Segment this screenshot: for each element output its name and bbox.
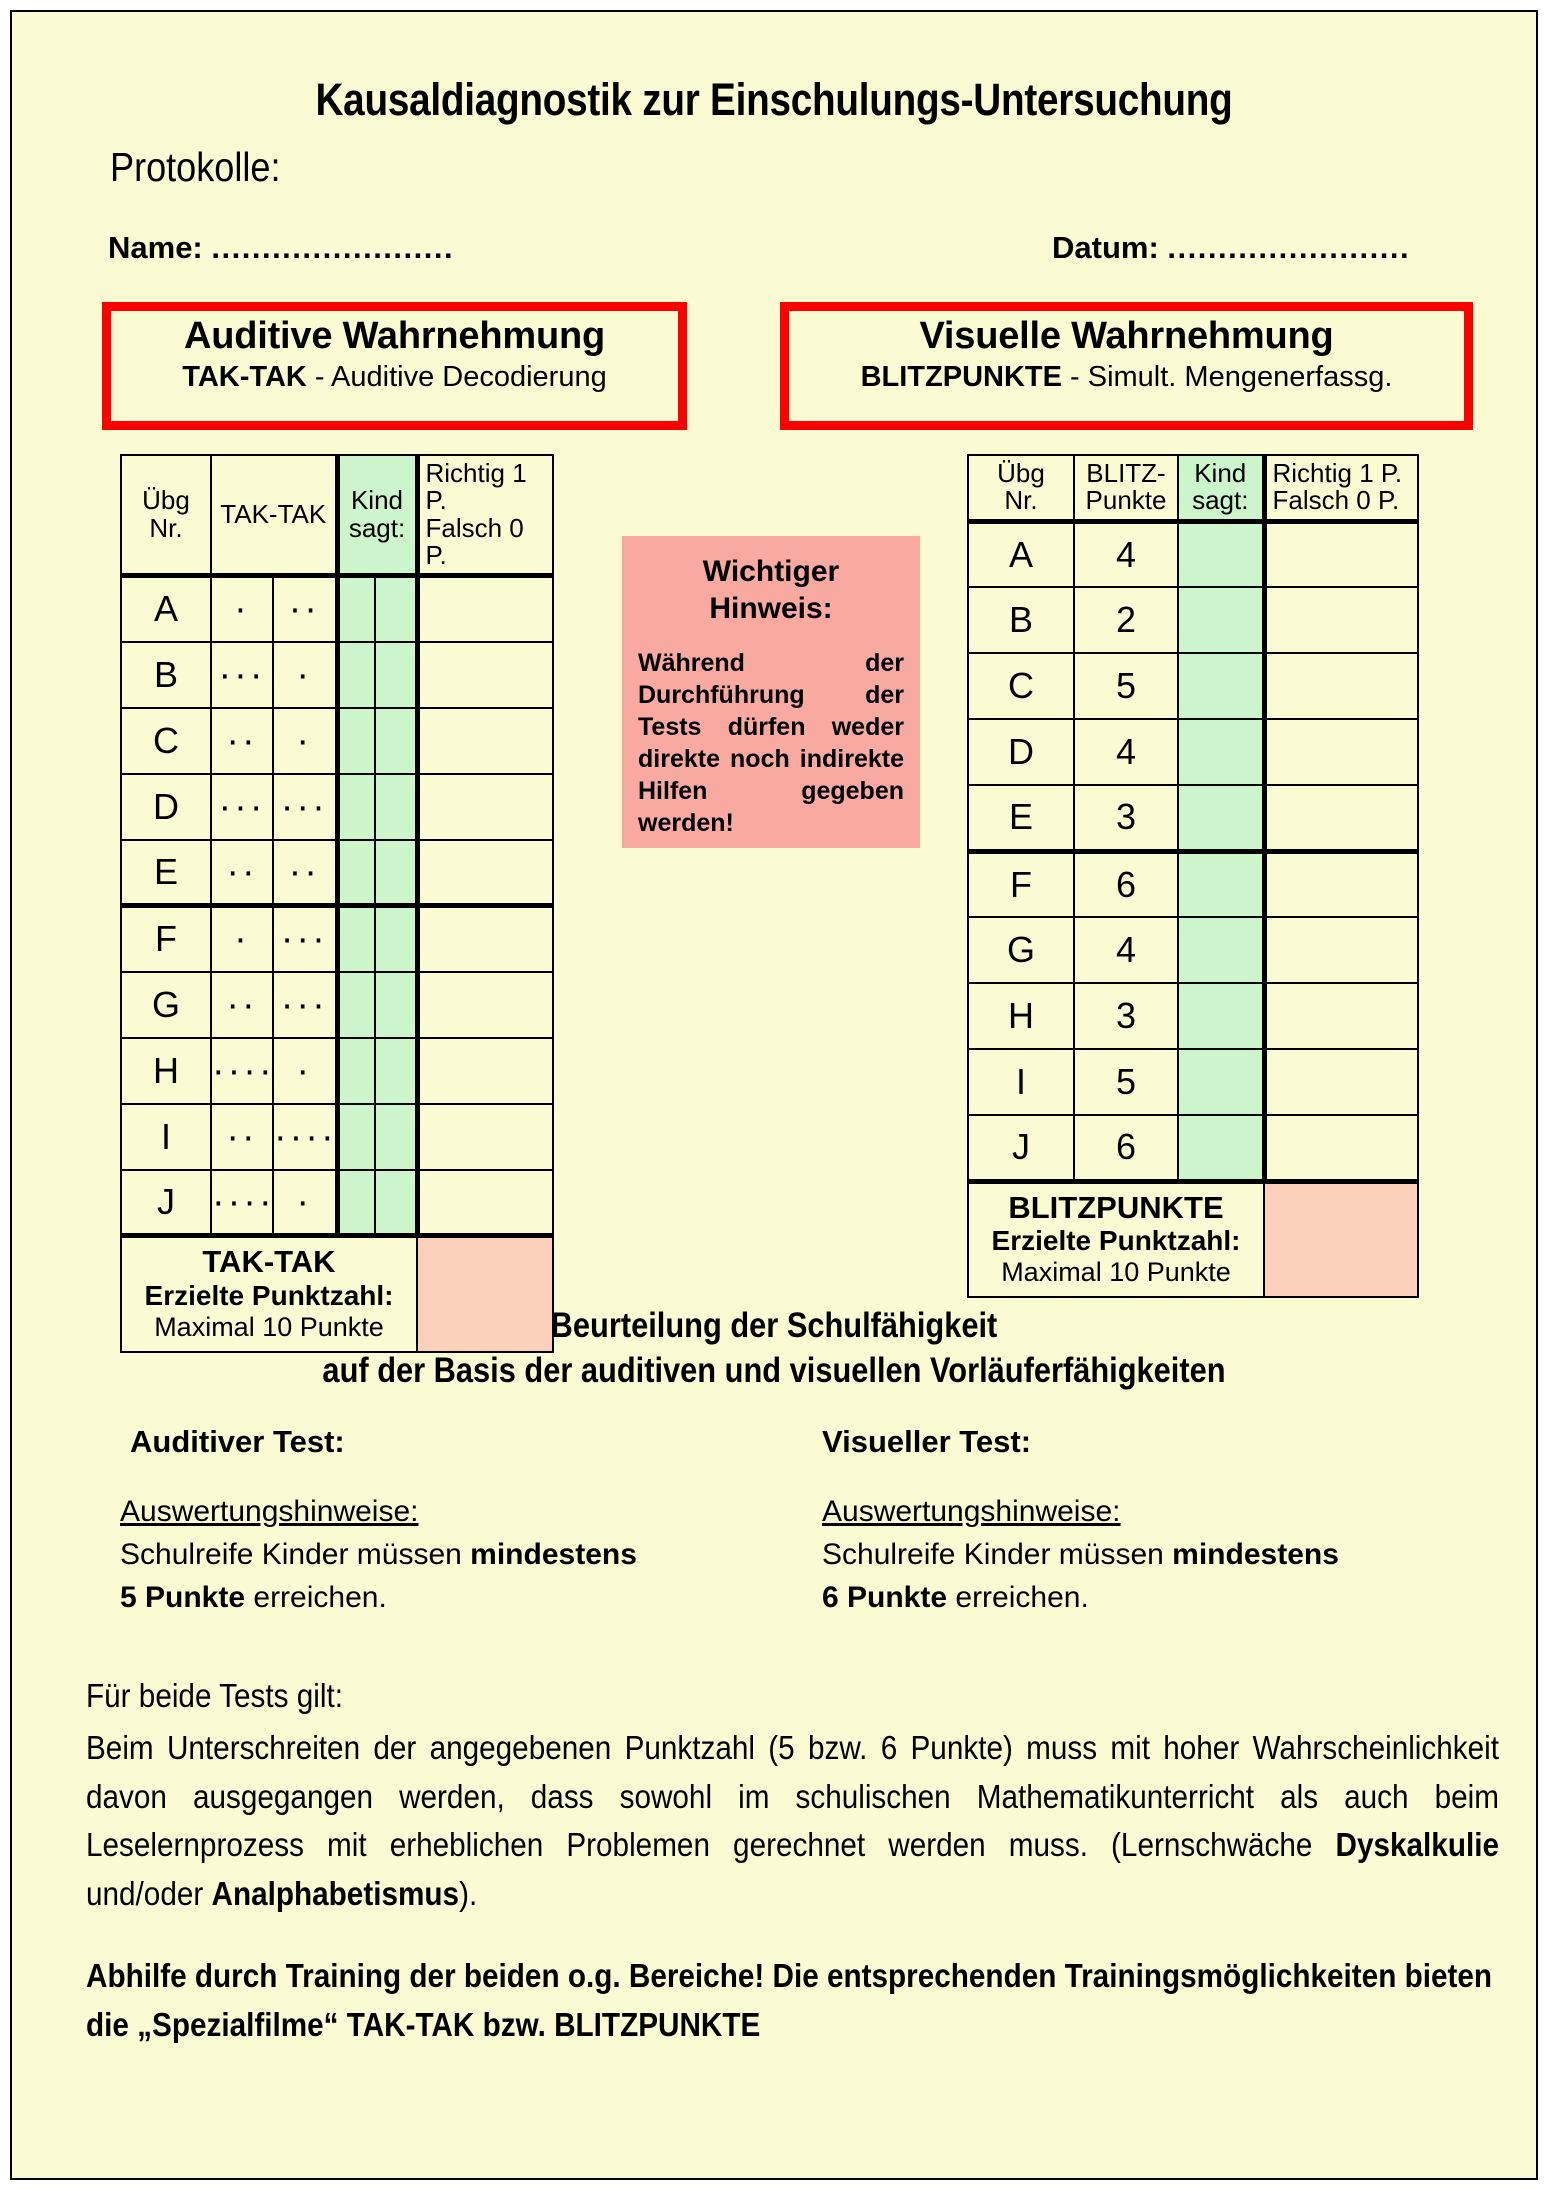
evaluation-heading xyxy=(103,1304,1444,1394)
header-child-says-line2: sagt: xyxy=(348,512,406,543)
table-row xyxy=(968,785,1418,851)
stimulus-right: · xyxy=(273,1038,337,1104)
page-title: Kausaldiagnostik zur Einschulungs-Untersuchung xyxy=(315,74,1233,125)
header-child-says-line2: sagt: xyxy=(1192,485,1249,516)
stimulus-right: ·· xyxy=(273,576,337,642)
table-header-row xyxy=(121,455,553,576)
auditory-notes-text-before: Schulreife Kinder müssen xyxy=(120,1538,471,1572)
header-exercise-nr-line2: Nr. xyxy=(149,512,183,543)
date-input-line[interactable]: ........................ xyxy=(1167,230,1411,265)
row-label: D xyxy=(121,774,211,840)
child-answer-right[interactable] xyxy=(375,642,417,708)
blitz-points-value: 3 xyxy=(1074,983,1178,1049)
table-header-row xyxy=(968,455,1418,521)
score-cell[interactable] xyxy=(417,906,553,972)
visual-protocol-table xyxy=(967,454,1419,1298)
stimulus-left: ·· xyxy=(211,1104,273,1170)
row-label: G xyxy=(968,917,1074,983)
header-exercise-nr-line1: Übg xyxy=(997,458,1045,488)
child-answer[interactable] xyxy=(1178,785,1264,851)
table-row xyxy=(121,1170,553,1236)
header-exercise-nr-line1: Übg xyxy=(142,485,190,516)
table-row xyxy=(121,1104,553,1170)
child-answer-left[interactable] xyxy=(337,840,375,906)
header-score-line1: Richtig 1 P. xyxy=(425,458,527,516)
row-label: H xyxy=(121,1038,211,1104)
header-exercise-nr-line2: Nr. xyxy=(1004,485,1038,516)
child-answer-right[interactable] xyxy=(375,774,417,840)
child-answer-left[interactable] xyxy=(337,642,375,708)
score-cell[interactable] xyxy=(1264,521,1418,587)
score-cell[interactable] xyxy=(1264,719,1418,785)
child-answer-left[interactable] xyxy=(337,774,375,840)
visual-summary-name: BLITZPUNKTE xyxy=(1008,1189,1224,1225)
auditory-table-body xyxy=(121,576,553,1236)
evaluation-heading-line1: Beurteilung der Schulfähigkeit xyxy=(550,1306,998,1345)
blitz-points-value: 4 xyxy=(1074,521,1178,587)
row-label: G xyxy=(121,972,211,1038)
stimulus-right: · xyxy=(273,708,337,774)
auditory-notes-bold2: 5 Punkte xyxy=(120,1581,246,1615)
row-label: A xyxy=(121,576,211,642)
row-label: F xyxy=(968,851,1074,917)
row-label: A xyxy=(968,521,1074,587)
table-row xyxy=(968,653,1418,719)
auditory-notes-text xyxy=(120,1533,760,1619)
both-tests-explanation xyxy=(86,1724,1499,1918)
row-label: D xyxy=(968,719,1074,785)
child-answer[interactable] xyxy=(1178,719,1264,785)
child-answer-left[interactable] xyxy=(337,1170,375,1236)
auditory-heading: Auditive Wahrnehmung xyxy=(183,315,606,357)
child-answer-left[interactable] xyxy=(337,1038,375,1104)
table-row xyxy=(121,906,553,972)
explanation-end: ). xyxy=(459,1874,478,1912)
visual-summary-note: Maximal 10 Punkte xyxy=(1001,1257,1231,1288)
row-label: E xyxy=(121,840,211,906)
stimulus-left: ···· xyxy=(211,1170,273,1236)
stimulus-right: · xyxy=(273,642,337,708)
table-row xyxy=(968,917,1418,983)
blitz-points-value: 6 xyxy=(1074,1115,1178,1181)
stimulus-left: · xyxy=(211,576,273,642)
score-cell[interactable] xyxy=(417,576,553,642)
child-answer-right[interactable] xyxy=(375,840,417,906)
score-cell[interactable] xyxy=(417,708,553,774)
stimulus-right: ··· xyxy=(273,906,337,972)
table-row xyxy=(121,972,553,1038)
notice-title-line2: Hinweis: xyxy=(709,591,833,625)
stimulus-left: · xyxy=(211,906,273,972)
header-exercise-nr xyxy=(968,455,1074,521)
visual-test-title: Visueller Test: xyxy=(822,1424,1032,1459)
header-score xyxy=(417,455,553,576)
visual-notes-bold1: mindestens xyxy=(1172,1538,1339,1572)
explanation-part1: Beim Unterschreiten der angegebenen Punktzahl (5 bzw. 6 Punkte) muss mit hoher Wahrscheinlichkeit davon ausgegangen werden, dass sowohl im schulischen Mathematikunterricht als auch beim Leselernprozess mit erheblichen Problemen gerechnet werden muss. (Lernschwäche xyxy=(86,1729,1499,1863)
stimulus-right: · xyxy=(273,1170,337,1236)
child-answer-right[interactable] xyxy=(375,906,417,972)
child-answer[interactable] xyxy=(1178,653,1264,719)
table-row xyxy=(968,1049,1418,1115)
both-tests-intro: Für beide Tests gilt: xyxy=(86,1677,343,1714)
score-cell[interactable] xyxy=(417,774,553,840)
auditory-section-header xyxy=(102,302,687,430)
visual-subheading-rest: - Simult. Mengenerfassg. xyxy=(1061,360,1393,393)
score-cell[interactable] xyxy=(417,840,553,906)
table-row xyxy=(121,576,553,642)
child-answer-left[interactable] xyxy=(337,576,375,642)
child-answer-right[interactable] xyxy=(375,708,417,774)
score-cell[interactable] xyxy=(1264,587,1418,653)
header-score-line2: Falsch 0 P. xyxy=(1272,485,1400,516)
child-answer[interactable] xyxy=(1178,851,1264,917)
blitz-points-value: 6 xyxy=(1074,851,1178,917)
important-notice-box xyxy=(622,536,920,848)
visual-table-footer-row xyxy=(968,1181,1418,1297)
blitz-points-value: 5 xyxy=(1074,1049,1178,1115)
table-row xyxy=(968,587,1418,653)
child-answer-left[interactable] xyxy=(337,906,375,972)
score-cell[interactable] xyxy=(1264,785,1418,851)
header-stimulus: TAK-TAK xyxy=(211,455,337,576)
row-label: E xyxy=(968,785,1074,851)
auditory-test-title: Auditiver Test: xyxy=(130,1424,345,1459)
stimulus-left: ·· xyxy=(211,708,273,774)
visual-notes-text xyxy=(822,1533,1462,1619)
header-child-says-line1: Kind xyxy=(1194,458,1247,488)
blitz-points-value: 2 xyxy=(1074,587,1178,653)
score-cell[interactable] xyxy=(417,1104,553,1170)
visual-notes-text-after: erreichen. xyxy=(947,1581,1089,1615)
blitz-points-value: 4 xyxy=(1074,917,1178,983)
explanation-analphabetismus: Analphabetismus xyxy=(211,1874,460,1912)
visual-subheading xyxy=(799,361,1454,393)
row-label: H xyxy=(968,983,1074,1049)
child-answer[interactable] xyxy=(1178,587,1264,653)
stimulus-left: ··· xyxy=(211,774,273,840)
auditory-notes-bold1: mindestens xyxy=(470,1538,637,1572)
table-row xyxy=(121,840,553,906)
table-row xyxy=(968,521,1418,587)
table-row xyxy=(121,708,553,774)
child-answer[interactable] xyxy=(1178,1049,1264,1115)
row-label: J xyxy=(121,1170,211,1236)
row-label: I xyxy=(968,1049,1074,1115)
visual-score-result-box[interactable] xyxy=(1264,1181,1418,1297)
visual-notes-label: Auswertungshinweise: xyxy=(822,1495,1121,1528)
score-cell[interactable] xyxy=(417,1170,553,1236)
score-cell[interactable] xyxy=(1264,1115,1418,1181)
table-row xyxy=(968,719,1418,785)
row-label: C xyxy=(121,708,211,774)
auditory-evaluation-notes xyxy=(120,1490,760,1620)
row-label: I xyxy=(121,1104,211,1170)
date-field[interactable] xyxy=(1052,230,1410,266)
child-answer-left[interactable] xyxy=(337,972,375,1038)
header-score-line2: Falsch 0 P. xyxy=(425,512,524,570)
table-row xyxy=(121,774,553,840)
child-answer-left[interactable] xyxy=(337,708,375,774)
explanation-dyskalkulie: Dyskalkulie xyxy=(1335,1826,1499,1863)
row-label: B xyxy=(968,587,1074,653)
stimulus-left: ··· xyxy=(211,642,273,708)
row-label: C xyxy=(968,653,1074,719)
header-score xyxy=(1264,455,1418,521)
auditory-summary-name: TAK-TAK xyxy=(202,1244,336,1280)
child-answer-right[interactable] xyxy=(375,1170,417,1236)
visual-evaluation-notes xyxy=(822,1490,1462,1620)
score-cell[interactable] xyxy=(417,1038,553,1104)
child-answer[interactable] xyxy=(1178,983,1264,1049)
table-row xyxy=(968,1115,1418,1181)
table-row xyxy=(121,1038,553,1104)
score-cell[interactable] xyxy=(1264,1049,1418,1115)
name-input-line[interactable]: ........................ xyxy=(211,230,455,265)
notice-title xyxy=(638,554,904,627)
child-answer-right[interactable] xyxy=(375,576,417,642)
explanation-mid: und/oder xyxy=(86,1874,212,1912)
child-answer[interactable] xyxy=(1178,1115,1264,1181)
visual-summary-label: Erzielte Punktzahl: xyxy=(991,1225,1241,1257)
header-child-says xyxy=(1178,455,1264,521)
header-blitz-points-line2: Punkte xyxy=(1085,485,1167,516)
notice-title-line1: Wichtiger xyxy=(702,555,840,588)
visual-section-header xyxy=(780,302,1473,430)
stimulus-right: ··· xyxy=(273,774,337,840)
stimulus-right: ··· xyxy=(273,972,337,1038)
header-blitz-points xyxy=(1074,455,1178,521)
score-cell[interactable] xyxy=(1264,653,1418,719)
notice-body: Während der Durchführung der Tests dürfen weder direkte noch indirekte Hilfen gegeben werden! xyxy=(638,649,904,838)
auditory-summary-note: Maximal 10 Punkte xyxy=(154,1312,384,1343)
auditory-protocol-table xyxy=(120,454,554,1353)
blitz-points-value: 5 xyxy=(1074,653,1178,719)
auditory-subheading xyxy=(121,361,668,393)
table-row xyxy=(968,983,1418,1049)
header-score-line1: Richtig 1 P. xyxy=(1272,458,1403,488)
auditory-subheading-rest: - Auditive Decodierung xyxy=(306,360,607,393)
child-answer-right[interactable] xyxy=(375,1038,417,1104)
auditory-notes-label: Auswertungshinweise: xyxy=(120,1495,419,1528)
blitz-points-value: 4 xyxy=(1074,719,1178,785)
child-answer[interactable] xyxy=(1178,521,1264,587)
row-label: F xyxy=(121,906,211,972)
child-answer[interactable] xyxy=(1178,917,1264,983)
name-field[interactable] xyxy=(108,230,454,266)
score-cell[interactable] xyxy=(1264,983,1418,1049)
stimulus-left: ···· xyxy=(211,1038,273,1104)
visual-table-body xyxy=(968,521,1418,1181)
stimulus-right: ·· xyxy=(273,840,337,906)
auditory-subheading-bold: TAK-TAK xyxy=(182,360,307,393)
child-answer-left[interactable] xyxy=(337,1104,375,1170)
table-row xyxy=(968,851,1418,917)
header-exercise-nr xyxy=(121,455,211,576)
header-blitz-points-line1: BLITZ- xyxy=(1086,458,1166,488)
score-cell[interactable] xyxy=(417,972,553,1038)
date-label: Datum: xyxy=(1052,230,1159,265)
visual-summary-cell xyxy=(968,1181,1264,1297)
blitz-points-value: 3 xyxy=(1074,785,1178,851)
auditory-summary-label: Erzielte Punktzahl: xyxy=(144,1279,394,1311)
remedy-note: Abhilfe durch Training der beiden o.g. Bereiche! Die entsprechenden Trainingsmöglichkeiten bieten die „Spezialfilme“ TAK-TAK bzw. BLITZPUNKTE xyxy=(86,1957,1493,2043)
document-page xyxy=(10,10,1538,2180)
protokolle-label: Protokolle: xyxy=(110,144,281,190)
row-label: B xyxy=(121,642,211,708)
evaluation-heading-line2: auf der Basis der auditiven und visuellen Vorläuferfähigkeiten xyxy=(322,1350,1226,1390)
score-cell[interactable] xyxy=(417,642,553,708)
header-child-says xyxy=(337,455,417,576)
visual-heading: Visuelle Wahrnehmung xyxy=(919,315,1334,357)
score-cell[interactable] xyxy=(1264,917,1418,983)
visual-notes-text-before: Schulreife Kinder müssen xyxy=(822,1538,1173,1572)
table-row xyxy=(121,642,553,708)
child-answer-right[interactable] xyxy=(375,972,417,1038)
stimulus-right: ···· xyxy=(273,1104,337,1170)
name-label: Name: xyxy=(108,230,203,265)
stimulus-left: ·· xyxy=(211,972,273,1038)
visual-notes-bold2: 6 Punkte xyxy=(822,1581,948,1615)
stimulus-left: ·· xyxy=(211,840,273,906)
child-answer-right[interactable] xyxy=(375,1104,417,1170)
auditory-notes-text-after: erreichen. xyxy=(245,1581,387,1615)
visual-subheading-bold: BLITZPUNKTE xyxy=(860,360,1062,393)
header-child-says-line1: Kind xyxy=(350,485,404,516)
row-label: J xyxy=(968,1115,1074,1181)
score-cell[interactable] xyxy=(1264,851,1418,917)
